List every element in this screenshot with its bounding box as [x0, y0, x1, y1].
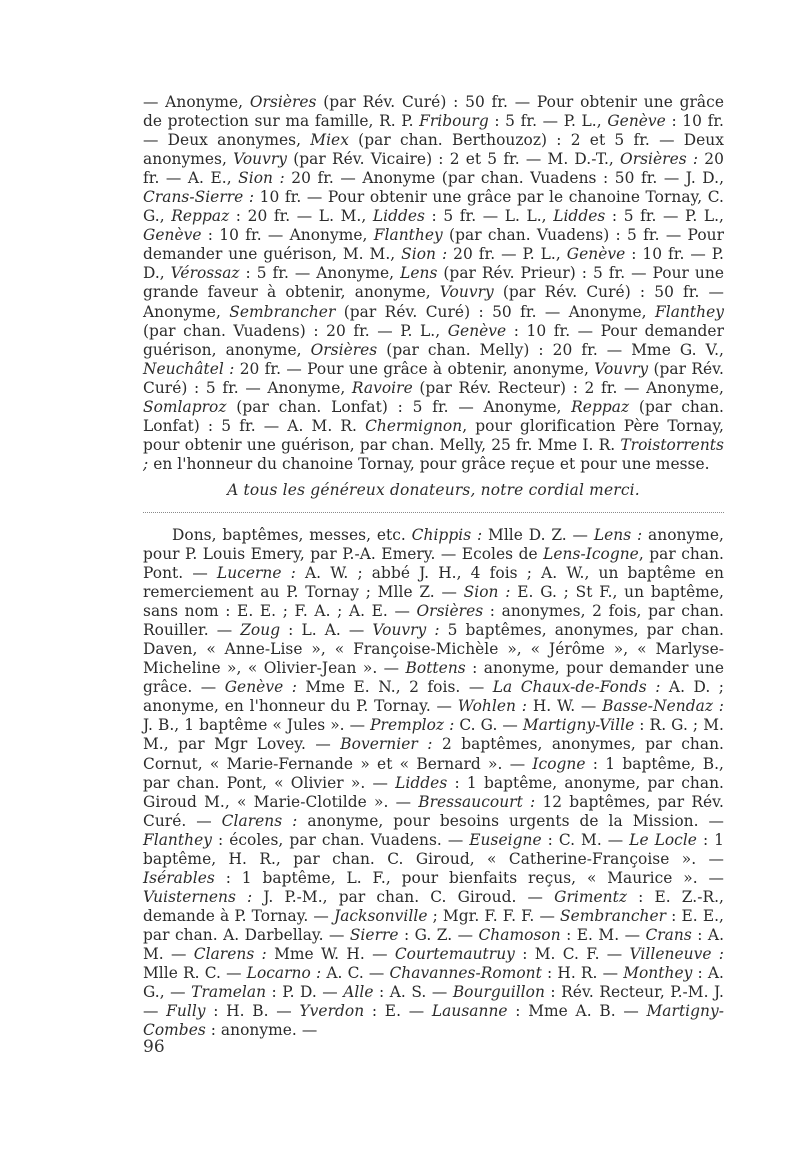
text-run: 5 baptêmes, anonymes, par chan. Daven, « Anne-Lise », « Françoise-Michèle », « Jérôme », « Marlyse-Micheline », « Olivier-Jean ». — [143, 621, 724, 678]
place-name: Genève : [224, 678, 297, 697]
text-run: : Rév. Recteur, P.-M. J. — [143, 983, 724, 1021]
place-name: Ravoire [351, 378, 413, 397]
place-name: Genève [143, 226, 202, 245]
text-run: (par Rév. Vicaire) : 2 et 5 fr. — M. D.-T., [287, 150, 621, 169]
place-name: Chermignon [365, 416, 463, 435]
place-name: Sierre [349, 925, 399, 944]
text-run: A. C. — [321, 964, 390, 983]
text-run: : 1 baptême, L. F., pour bienfaits reçus, « Maurice ». — [214, 868, 724, 887]
place-name: Orsières [416, 602, 484, 621]
place-name: Neuchâtel : [143, 359, 235, 378]
place-name: Bottens [405, 659, 466, 678]
text-run: : E. M. — [560, 925, 646, 944]
place-name: Zoug [240, 621, 281, 640]
closing-thanks: A tous les généreux donateurs, notre cordial merci. [227, 480, 640, 499]
place-name: Bovernier : [340, 735, 433, 754]
place-name: Troistorrents ; [143, 435, 724, 473]
text-run: 12 baptêmes, par Rév. Curé. — [143, 792, 724, 830]
text-run: : anonyme. — [205, 1021, 318, 1040]
text-run: : 5 fr. — P. L., [605, 207, 724, 226]
text-run: A. D. ; anonyme, en l'honneur du P. Tornay. — [143, 678, 725, 716]
text-run: : E. — [364, 1002, 432, 1021]
place-name: Sion : [238, 169, 285, 188]
place-name: Liddes [372, 207, 425, 226]
place-name: Vouvry [594, 359, 649, 378]
text-run: : anonymes, 2 fois, par chan. Rouiller. — [143, 602, 724, 640]
place-name: Liddes [553, 207, 606, 226]
place-name: Fribourg [419, 112, 489, 131]
text-run: (par chan. Melly) : 20 fr. — Mme G. V., [377, 340, 724, 359]
text-run: : A. G., — [143, 964, 724, 1002]
place-name: Sion : [401, 245, 448, 264]
text-run: (par chan. Lonfat) : 5 fr. — A. M. R. [143, 397, 724, 435]
place-name: Villeneuve : [629, 944, 725, 963]
text-run: Mlle R. C. — [143, 964, 247, 983]
text-run: : R. G. ; M. M., par Mgr Lovey. — [143, 716, 724, 754]
place-name: Miex [310, 131, 349, 150]
place-name: Somlaproz [143, 397, 227, 416]
text-run: : C. M. — [541, 830, 630, 849]
place-name: Flanthey [143, 830, 212, 849]
place-name: Reppaz [171, 207, 230, 226]
place-name: Martigny-Combes [143, 1002, 725, 1040]
text-run: en l'honneur du chanoine Tornay, pour grâce reçue et pour une messe. [148, 454, 710, 473]
place-name: Chippis : [411, 525, 483, 544]
text-run: Mlle D. Z. — [482, 525, 594, 544]
text-run: , par chan. Pont. — [143, 544, 724, 583]
place-name: Lucerne : [216, 564, 296, 583]
place-name: Flanthey [655, 302, 724, 321]
place-name: Genève [607, 112, 666, 131]
place-name: Locarno : [246, 964, 322, 983]
text-run: : 1 baptême, H. R., par chan. C. Giroud, « Catherine-Françoise ». — [143, 830, 725, 868]
text-run: 20 fr. — Anonyme (par chan. Vuadens : 50 fr. — J. D., [284, 169, 725, 188]
place-name: Orsières [249, 93, 317, 111]
text-column [143, 93, 724, 1040]
text-run: (par Rév. Recteur) : 2 fr. — Anonyme, [412, 378, 724, 397]
text-run: ; Mgr. F. F. F. — [427, 906, 560, 925]
place-name: La Chaux-de-Fonds : [492, 678, 661, 697]
text-run: : M. C. F. — [514, 944, 630, 963]
place-name: Icogne [532, 754, 586, 773]
place-name: Isérables [143, 868, 215, 887]
text-run: : écoles, par chan. Vuadens. — [212, 830, 470, 849]
text-run: (par Rév. Curé) : 50 fr. — Pour obtenir une grâce de protection sur ma famille, R. P. [143, 93, 724, 131]
page-number: 96 [143, 1037, 165, 1057]
place-name: Genève [447, 321, 507, 340]
place-name: Sembrancher [560, 906, 667, 925]
text-run: : 1 baptême, anonyme, par chan. Giroud M., « Marie-Clotilde ». — [143, 773, 724, 811]
text-run: Dons, baptêmes, messes, etc. [172, 525, 412, 544]
place-name: Lens [400, 264, 438, 283]
place-name: Orsières : [620, 150, 699, 169]
place-name: Bourguillon [452, 983, 545, 1002]
text-run: : 5 fr. — Anonyme, [239, 264, 401, 283]
place-name: Lens-Icogne [543, 544, 639, 563]
place-name: Chamoson [478, 925, 561, 944]
text-run: Mme E. N., 2 fois. — [296, 678, 493, 697]
place-name: Monthey [623, 964, 693, 983]
text-run: anonyme, pour besoins urgents de la Mission. — [297, 811, 724, 830]
text-run: (par chan. Vuadens) : 20 fr. — P. L., [143, 321, 448, 340]
text-run: : H. R. — [541, 964, 624, 983]
place-name: Fully [166, 1002, 206, 1021]
place-name: Vérossaz [170, 264, 240, 283]
text-run: (par Rév. Curé) : 50 fr. — Anonyme, [143, 283, 724, 321]
text-run: (par chan. Lonfat) : 5 fr. — Anonyme, [226, 397, 572, 416]
place-name: Wohlen : [457, 697, 528, 716]
text-run: : E. Z.-R., demande à P. Tornay. — [143, 887, 724, 925]
place-name: Courtemautruy [394, 944, 515, 963]
text-run: , pour glorification Père Tornay, pour obtenir une guérison, par chan. Melly, 25 fr. Mme I. R. [143, 416, 724, 454]
text-run: Mme W. H. — [266, 944, 395, 963]
baptisms-paragraph [143, 526, 724, 1040]
text-run: 20 fr. — Pour une grâce à obtenir, anonyme, [234, 359, 595, 378]
text-run: : E. E., par chan. A. Darbellay. — [143, 906, 724, 944]
text-run: A. W. ; abbé J. H., 4 fois ; A. W., un baptême en remerciement au P. Tornay ; Mlle Z. — [143, 564, 725, 602]
text-run: 20 fr. — P. L., [447, 245, 567, 264]
text-run: 2 baptêmes, anonymes, par chan. Cornut, « Marie-Fernande » et « Bernard ». — [143, 735, 724, 773]
text-run: (par chan. Berthouzoz) : 2 et 5 fr. — Deux anonymes, [143, 131, 724, 169]
place-name: Alle [343, 983, 374, 1002]
text-run: : 20 fr. — L. M., [229, 207, 373, 226]
place-name: Jacksonville [333, 906, 428, 925]
text-run: H. W. — [527, 697, 603, 716]
place-name: Lens : [593, 525, 643, 544]
place-name: Premploz : [370, 716, 455, 735]
text-run: C. G. — [454, 716, 523, 735]
place-name: Lausanne [431, 1002, 508, 1021]
text-run: (par chan. Vuadens) : 5 fr. — Pour demander une guérison, M. M., [143, 226, 724, 264]
place-name: Martigny-Ville [522, 716, 635, 735]
text-run: : A. M. — [143, 925, 725, 963]
place-name: Sembrancher [229, 302, 336, 321]
text-run: (par Rév. Prieur) : 5 fr. — Pour une grande faveur à obtenir, anonyme, [143, 264, 724, 302]
text-run: : H. B. — [205, 1002, 300, 1021]
text-run: : 5 fr. — P. L., [488, 112, 608, 131]
place-name: Sion : [463, 583, 511, 602]
place-name: Vouvry : [372, 621, 440, 640]
text-run: : L. A. — [280, 621, 373, 640]
text-run: : 1 baptême, B., par chan. Pont, « Olivier ». — [143, 754, 724, 792]
place-name: Vuisternens : [143, 887, 253, 906]
place-name: Liddes [395, 773, 448, 792]
text-run: : 5 fr. — L. L., [424, 207, 554, 226]
text-run: : G. Z. — [398, 925, 479, 944]
text-run: J. P.-M., par chan. C. Giroud. — [252, 887, 555, 906]
place-name: Crans [645, 925, 692, 944]
place-name: Basse-Nendaz : [602, 697, 725, 716]
place-name: Reppaz [571, 397, 630, 416]
place-name: Vouvry [439, 283, 494, 302]
place-name: Genève [566, 245, 626, 264]
place-name: Flanthey [373, 226, 443, 245]
text-run: 10 fr. — Pour obtenir une grâce par le chanoine Tornay, C. G., [143, 188, 724, 226]
text-run: : P. D. — [266, 983, 344, 1002]
text-run: : 10 fr. — Anonyme, [201, 226, 374, 245]
place-name: Clarens : [193, 944, 267, 963]
place-name: Tramelan [191, 983, 267, 1002]
place-name: Crans-Sierre : [143, 188, 255, 207]
place-name: Vouvry [233, 150, 288, 169]
text-run: : 10 fr. — P. D., [143, 245, 724, 283]
text-run: (par Rév. Curé) : 50 fr. — Anonyme, [335, 302, 655, 321]
donations-paragraph [143, 93, 724, 474]
place-name: Orsières [310, 340, 378, 359]
place-name: Le Locle [629, 830, 697, 849]
text-run: : Mme A. B. — [507, 1002, 647, 1021]
text-run: 20 fr. — A. E., [143, 150, 724, 188]
text-run: J. B., 1 baptême « Jules ». — [143, 716, 371, 735]
text-run: : 10 fr. — Deux anonymes, [143, 112, 724, 150]
text-run: : anonyme, pour demander une grâce. — [143, 659, 724, 697]
place-name: Grimentz [554, 887, 627, 906]
place-name: Euseigne [469, 830, 542, 849]
text-run: anonyme, pour P. Louis Emery, par P.-A. Emery. — Ecoles de [143, 525, 724, 563]
place-name: Chavannes-Romont [389, 964, 542, 983]
place-name: Yverdon [299, 1002, 365, 1021]
text-run: : A. S. — [373, 983, 453, 1002]
text-run: E. G. ; St F., un baptême, sans nom : E. E. ; F. A. ; A. E. — [143, 583, 724, 621]
text-run: (par Rév. Curé) : 5 fr. — Anonyme, [143, 359, 724, 397]
place-name: Bressaucourt : [418, 792, 536, 811]
section-divider [143, 512, 724, 513]
place-name: Clarens : [221, 811, 298, 830]
text-run: : 10 fr. — Pour demander guérison, anonyme, [143, 321, 724, 359]
text-run: — Anonyme, [143, 93, 250, 111]
